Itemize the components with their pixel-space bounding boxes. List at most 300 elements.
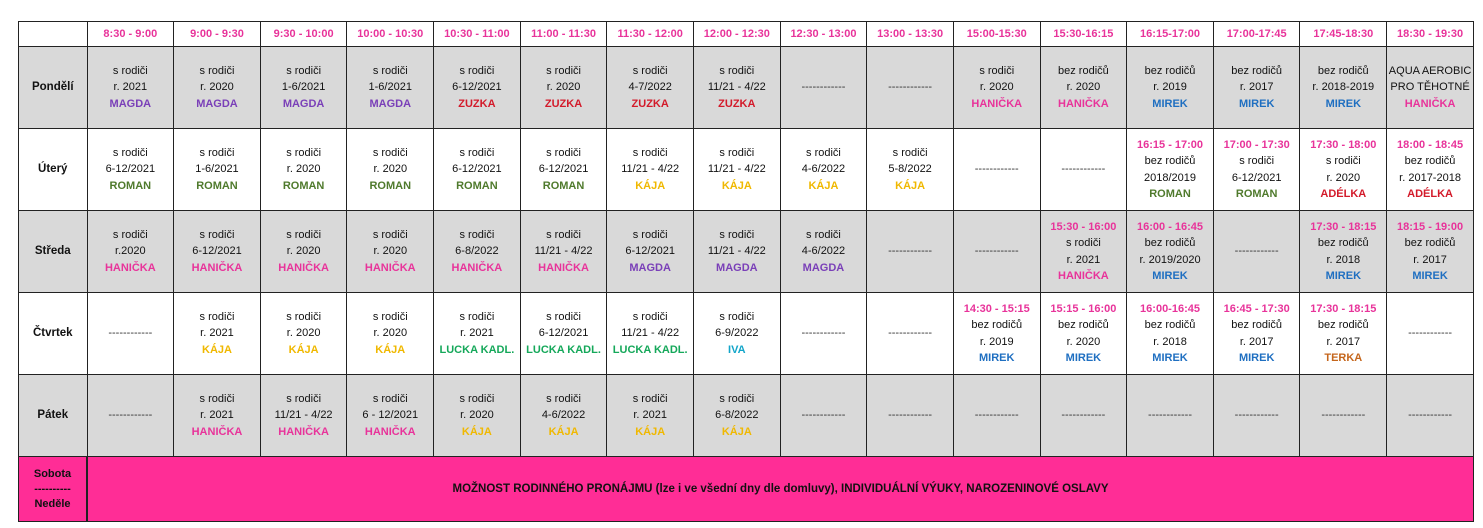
empty-slot-dashes: ------------ bbox=[888, 327, 933, 340]
day-label: Pondělí bbox=[19, 47, 88, 129]
empty-slot-dashes: ------------ bbox=[801, 409, 846, 422]
lesson-age-group: 4-7/2022 bbox=[628, 81, 672, 94]
empty-slot-dashes: ------------ bbox=[888, 245, 933, 258]
instructor-name: KÁJA bbox=[548, 425, 579, 438]
instructor-name: ROMAN bbox=[369, 179, 412, 192]
day-row bbox=[19, 129, 1474, 211]
time-slot-header: 12:30 - 13:00 bbox=[780, 22, 867, 47]
lesson-age-group: 4-6/2022 bbox=[801, 163, 846, 176]
weekend-day-separator: ---------- bbox=[34, 482, 71, 495]
instructor-name: LUCKA KADL. bbox=[439, 343, 515, 356]
lesson-cell bbox=[1040, 129, 1127, 211]
instructor-name: ZUZKA bbox=[718, 97, 756, 110]
lesson-age-group: 5-8/2022 bbox=[888, 163, 932, 176]
lesson-cell bbox=[347, 129, 434, 211]
lesson-cell bbox=[607, 211, 694, 293]
instructor-name: ZUZKA bbox=[458, 97, 496, 110]
instructor-name: ADÉLKA bbox=[1407, 188, 1453, 200]
lesson-cell bbox=[953, 293, 1040, 375]
instructor-name: HANIČKA bbox=[1058, 97, 1109, 110]
time-slot-header: 17:45-18:30 bbox=[1300, 22, 1387, 47]
lesson-age-group: r. 2018 bbox=[1326, 253, 1361, 266]
lesson-age-group: r. 2020 bbox=[286, 327, 321, 340]
lesson-age-group: r.2020 bbox=[115, 245, 146, 258]
lesson-cell bbox=[174, 375, 261, 457]
lesson-cell bbox=[434, 211, 521, 293]
time-slot-header: 13:00 - 13:30 bbox=[867, 22, 954, 47]
lesson-age-group: 6-12/2021 bbox=[538, 327, 589, 340]
lesson-type: s rodiči bbox=[459, 392, 495, 405]
lesson-age-group: 6 - 12/2021 bbox=[362, 409, 419, 422]
lesson-type: bez rodičů bbox=[1144, 155, 1196, 167]
lesson-type: s rodiči bbox=[286, 64, 322, 77]
instructor-name: HANIČKA bbox=[104, 261, 156, 274]
instructor-name: ROMAN bbox=[1149, 188, 1191, 200]
lesson-cell bbox=[347, 375, 434, 457]
instructor-name: HANIČKA bbox=[1058, 270, 1109, 282]
lesson-type: s rodiči bbox=[372, 228, 408, 241]
instructor-name: LUCKA KADL. bbox=[526, 343, 601, 356]
lesson-cell bbox=[1387, 211, 1474, 293]
lesson-type: s rodiči bbox=[719, 310, 755, 323]
lesson-age-group: r. 2017 bbox=[1413, 253, 1447, 266]
lesson-age-group: 6-12/2021 bbox=[625, 245, 675, 258]
lesson-type: s rodiči bbox=[892, 146, 928, 159]
lesson-type: s rodiči bbox=[372, 310, 408, 323]
lesson-cell bbox=[780, 211, 867, 293]
lesson-type: s rodiči bbox=[806, 228, 841, 241]
instructor-name: ZUZKA bbox=[544, 97, 583, 110]
instructor-name: MAGDA bbox=[196, 97, 238, 110]
time-slot-header: 11:30 - 12:00 bbox=[607, 22, 694, 47]
lesson-type: s rodiči bbox=[632, 228, 668, 241]
instructor-name: MIREK bbox=[1238, 352, 1275, 364]
lesson-type: bez rodičů bbox=[1404, 155, 1456, 167]
lesson-age-group: 1-6/2021 bbox=[281, 81, 326, 94]
lesson-type: s rodiči bbox=[719, 64, 755, 77]
lesson-type: s rodiči bbox=[372, 64, 408, 77]
instructor-name: HANIČKA bbox=[364, 425, 416, 438]
instructor-name: MIREK bbox=[1238, 97, 1275, 110]
lesson-type: s rodiči bbox=[632, 64, 668, 77]
lesson-time: 17:30 - 18:15 bbox=[1310, 302, 1377, 315]
lesson-cell bbox=[867, 129, 954, 211]
lesson-age-group: r. 2019 bbox=[979, 335, 1014, 348]
lesson-age-group: r. 2020 bbox=[1066, 81, 1101, 94]
instructor-name: MIREK bbox=[979, 352, 1015, 364]
lesson-age-group: 11/21 - 4/22 bbox=[534, 245, 593, 258]
instructor-name: ZUZKA bbox=[631, 97, 669, 110]
time-slot-header: 15:30-16:15 bbox=[1040, 22, 1127, 47]
lesson-type: s rodiči bbox=[199, 146, 235, 159]
lesson-cell bbox=[1213, 47, 1300, 129]
lesson-cell bbox=[1040, 293, 1127, 375]
lesson-type: s rodiči bbox=[199, 228, 235, 241]
lesson-cell bbox=[87, 211, 174, 293]
empty-slot-dashes: ------------ bbox=[1321, 409, 1366, 422]
time-slot-header: 8:30 - 9:00 bbox=[87, 22, 174, 47]
lesson-cell bbox=[434, 375, 521, 457]
lesson-cell bbox=[520, 129, 607, 211]
lesson-cell bbox=[520, 293, 607, 375]
weekend-day-sunday: Neděle bbox=[34, 497, 71, 510]
lesson-type: bez rodičů bbox=[1404, 237, 1456, 249]
lesson-age-group: 1-6/2021 bbox=[195, 163, 239, 176]
lesson-time: 16:15 - 17:00 bbox=[1137, 138, 1204, 151]
instructor-name: MAGDA bbox=[369, 97, 412, 110]
lesson-time: 15:15 - 16:00 bbox=[1050, 302, 1117, 315]
lesson-cell bbox=[1387, 47, 1474, 129]
lesson-cell bbox=[694, 211, 781, 293]
lesson-type: s rodiči bbox=[719, 146, 755, 159]
lesson-type: bez rodičů bbox=[1144, 237, 1196, 249]
instructor-name: KÁJA bbox=[895, 179, 926, 192]
lesson-cell bbox=[347, 293, 434, 375]
lesson-type: s rodiči bbox=[459, 146, 495, 159]
day-row bbox=[19, 47, 1474, 129]
empty-slot-dashes: ------------ bbox=[108, 327, 153, 340]
lesson-type: bez rodičů bbox=[1317, 237, 1369, 249]
lesson-age-group: 11/21 - 4/22 bbox=[621, 163, 680, 176]
empty-slot-dashes: ------------ bbox=[974, 163, 1019, 176]
lesson-cell bbox=[520, 211, 607, 293]
lesson-cell bbox=[1387, 375, 1474, 457]
lesson-cell bbox=[694, 129, 781, 211]
lesson-cell bbox=[780, 47, 867, 129]
instructor-name: MIREK bbox=[1152, 352, 1188, 364]
lesson-age-group: r. 2021 bbox=[1066, 253, 1101, 266]
instructor-name: KÁJA bbox=[461, 425, 492, 438]
lesson-age-group: r. 2017 bbox=[1326, 335, 1361, 348]
lesson-age-group: 4-6/2022 bbox=[801, 245, 846, 258]
instructor-name: HANIČKA bbox=[191, 261, 243, 274]
lesson-time: 16:00-16:45 bbox=[1140, 302, 1200, 315]
lesson-cell bbox=[867, 293, 954, 375]
day-label: Čtvrtek bbox=[19, 293, 88, 375]
lesson-type: s rodiči bbox=[372, 392, 408, 405]
lesson-cell bbox=[1300, 211, 1387, 293]
empty-slot-dashes: ------------ bbox=[1234, 245, 1279, 258]
instructor-name: MIREK bbox=[1152, 97, 1188, 110]
lesson-age-group: r. 2017 bbox=[1239, 81, 1274, 94]
lesson-type: bez rodičů bbox=[1231, 319, 1283, 331]
instructor-name: IVA bbox=[728, 343, 746, 356]
lesson-cell bbox=[347, 211, 434, 293]
lesson-type: s rodiči bbox=[286, 146, 322, 159]
lesson-time: 16:45 - 17:30 bbox=[1223, 302, 1290, 315]
lesson-cell bbox=[260, 47, 347, 129]
lesson-type: s rodiči bbox=[632, 392, 668, 405]
day-label: Středa bbox=[19, 211, 88, 293]
instructor-name: ROMAN bbox=[196, 179, 238, 192]
time-slot-header: 9:00 - 9:30 bbox=[174, 22, 261, 47]
instructor-name: KÁJA bbox=[288, 343, 319, 356]
lesson-cell bbox=[953, 211, 1040, 293]
lesson-age-group: r. 2020 bbox=[1066, 335, 1101, 348]
lesson-type: s rodiči bbox=[1325, 155, 1361, 167]
lesson-cell bbox=[867, 375, 954, 457]
lesson-cell bbox=[347, 47, 434, 129]
lesson-time: 18:15 - 19:00 bbox=[1397, 220, 1464, 233]
lesson-age-group: 6-12/2021 bbox=[1231, 171, 1282, 184]
lesson-age-group: r. 2020 bbox=[1326, 171, 1361, 184]
lesson-cell bbox=[520, 47, 607, 129]
instructor-name: TERKA bbox=[1324, 352, 1363, 364]
lesson-age-group: r. 2021 bbox=[460, 327, 494, 340]
lesson-age-group: 1-6/2021 bbox=[368, 81, 412, 94]
lesson-type: s rodiči bbox=[459, 64, 495, 77]
day-row bbox=[19, 293, 1474, 375]
lesson-type: s rodiči bbox=[459, 228, 495, 241]
lesson-age-group: PRO TĚHOTNÉ bbox=[1390, 81, 1470, 94]
lesson-cell bbox=[1127, 129, 1214, 211]
lesson-cell bbox=[1213, 375, 1300, 457]
lesson-time: 17:30 - 18:00 bbox=[1310, 138, 1377, 151]
lesson-time: 15:30 - 16:00 bbox=[1050, 220, 1117, 233]
weekend-day-cell bbox=[19, 457, 88, 522]
lesson-cell bbox=[1300, 293, 1387, 375]
weekend-day-saturday: Sobota bbox=[33, 467, 72, 480]
lesson-type: s rodiči bbox=[979, 64, 1015, 77]
lesson-cell bbox=[953, 129, 1040, 211]
lesson-age-group: r. 2020 bbox=[373, 327, 408, 340]
lesson-age-group: 11/21 - 4/22 bbox=[707, 245, 766, 258]
instructor-name: HANIČKA bbox=[278, 425, 329, 438]
lesson-cell bbox=[434, 293, 521, 375]
empty-slot-dashes: ------------ bbox=[1061, 409, 1106, 422]
empty-slot-dashes: ------------ bbox=[108, 409, 153, 422]
instructor-name: HANIČKA bbox=[191, 425, 243, 438]
lesson-type: bez rodičů bbox=[1317, 64, 1369, 77]
lesson-type: bez rodičů bbox=[1144, 319, 1196, 331]
lesson-type: s rodiči bbox=[1065, 237, 1101, 249]
lesson-type: s rodiči bbox=[199, 310, 235, 323]
empty-slot-dashes: ------------ bbox=[1408, 327, 1453, 340]
lesson-cell bbox=[260, 375, 347, 457]
instructor-name: KÁJA bbox=[635, 179, 666, 192]
time-slot-header: 15:00-15:30 bbox=[953, 22, 1040, 47]
lesson-cell bbox=[87, 293, 174, 375]
lesson-type: AQUA AEROBIC bbox=[1388, 64, 1472, 77]
lesson-type: s rodiči bbox=[719, 392, 755, 405]
instructor-name: ADÉLKA bbox=[1320, 188, 1367, 200]
instructor-name: ROMAN bbox=[1235, 188, 1278, 200]
lesson-time: 16:00 - 16:45 bbox=[1137, 220, 1204, 233]
lesson-type: s rodiči bbox=[546, 310, 581, 323]
lesson-age-group: r. 2021 bbox=[200, 327, 234, 340]
time-slot-header: 10:00 - 10:30 bbox=[347, 22, 434, 47]
lesson-type: bez rodičů bbox=[1231, 64, 1283, 77]
lesson-type: bez rodičů bbox=[1058, 64, 1109, 77]
instructor-name: HANIČKA bbox=[278, 261, 329, 274]
empty-slot-dashes: ------------ bbox=[1408, 409, 1453, 422]
lesson-type: s rodiči bbox=[372, 146, 408, 159]
lesson-cell bbox=[694, 293, 781, 375]
lesson-cell bbox=[1040, 375, 1127, 457]
lesson-type: s rodiči bbox=[286, 310, 322, 323]
time-slot-header: 11:00 - 11:30 bbox=[520, 22, 607, 47]
day-label: Úterý bbox=[19, 129, 88, 211]
lesson-age-group: 6-9/2022 bbox=[715, 327, 759, 340]
time-slot-header: 17:00-17:45 bbox=[1213, 22, 1300, 47]
empty-slot-dashes: ------------ bbox=[1234, 409, 1279, 422]
lesson-cell bbox=[1127, 211, 1214, 293]
weekend-info-text: MOŽNOST RODINNÉHO PRONÁJMU (lze i ve všední dny dle domluvy), INDIVIDUÁLNÍ VÝUKY, NAROZENINOVÉ OSLAVY bbox=[87, 457, 1473, 522]
instructor-name: ROMAN bbox=[542, 179, 585, 192]
lesson-cell bbox=[953, 47, 1040, 129]
lesson-age-group: 4-6/2022 bbox=[541, 409, 586, 422]
instructor-name: MAGDA bbox=[802, 261, 845, 274]
instructor-name: MAGDA bbox=[629, 261, 671, 274]
time-slot-header: 10:30 - 11:00 bbox=[434, 22, 521, 47]
lesson-cell bbox=[780, 375, 867, 457]
instructor-name: LUCKA KADL. bbox=[612, 343, 688, 356]
lesson-type: s rodiči bbox=[112, 146, 148, 159]
lesson-cell bbox=[780, 293, 867, 375]
lesson-type: s rodiči bbox=[632, 146, 668, 159]
time-slot-header: 12:00 - 12:30 bbox=[694, 22, 781, 47]
lesson-cell bbox=[607, 293, 694, 375]
lesson-cell bbox=[867, 211, 954, 293]
lesson-type: s rodiči bbox=[286, 392, 322, 405]
lesson-cell bbox=[87, 47, 174, 129]
lesson-time: 17:30 - 18:15 bbox=[1310, 220, 1377, 233]
instructor-name: KÁJA bbox=[721, 425, 752, 438]
day-row bbox=[19, 375, 1474, 457]
lesson-age-group: 6-12/2021 bbox=[452, 163, 502, 176]
lesson-cell bbox=[174, 129, 261, 211]
lesson-age-group: r. 2018 bbox=[1153, 335, 1187, 348]
lesson-type: bez rodičů bbox=[1144, 64, 1196, 77]
instructor-name: KÁJA bbox=[635, 425, 666, 438]
instructor-name: MIREK bbox=[1325, 270, 1362, 282]
lesson-age-group: r. 2018-2019 bbox=[1312, 81, 1375, 94]
empty-slot-dashes: ------------ bbox=[974, 409, 1019, 422]
lesson-age-group: 11/21 - 4/22 bbox=[621, 327, 680, 340]
lesson-cell bbox=[520, 375, 607, 457]
instructor-name: HANIČKA bbox=[971, 97, 1023, 110]
empty-slot-dashes: ------------ bbox=[1061, 163, 1106, 176]
lesson-age-group: r. 2020 bbox=[373, 245, 408, 258]
lesson-type: s rodiči bbox=[1239, 155, 1275, 167]
lesson-cell bbox=[1387, 129, 1474, 211]
instructor-name: HANIČKA bbox=[1404, 97, 1456, 110]
lesson-age-group: r. 2021 bbox=[633, 409, 667, 422]
lesson-type: s rodiči bbox=[806, 146, 841, 159]
lesson-age-group: r. 2017-2018 bbox=[1399, 171, 1461, 184]
lesson-age-group: 6-12/2021 bbox=[538, 163, 589, 176]
lesson-time: 18:00 - 18:45 bbox=[1397, 138, 1464, 151]
empty-slot-dashes: ------------ bbox=[974, 245, 1019, 258]
lesson-cell bbox=[1213, 293, 1300, 375]
instructor-name: KÁJA bbox=[375, 343, 406, 356]
lesson-type: bez rodičů bbox=[1058, 319, 1109, 331]
empty-slot-dashes: ------------ bbox=[801, 81, 846, 94]
lesson-type: s rodiči bbox=[112, 228, 148, 241]
lesson-cell bbox=[1127, 375, 1214, 457]
time-header-row bbox=[19, 22, 1474, 47]
lesson-age-group: 11/21 - 4/22 bbox=[707, 81, 766, 94]
time-slot-header: 18:30 - 19:30 bbox=[1387, 22, 1474, 47]
lesson-age-group: 11/21 - 4/22 bbox=[274, 409, 333, 422]
lesson-cell bbox=[607, 47, 694, 129]
lesson-age-group: r. 2020 bbox=[286, 245, 321, 258]
lesson-time: 14:30 - 15:15 bbox=[963, 302, 1030, 315]
lesson-cell bbox=[260, 211, 347, 293]
schedule-body bbox=[19, 47, 1474, 457]
lesson-cell bbox=[434, 129, 521, 211]
lesson-type: s rodiči bbox=[546, 146, 581, 159]
day-label: Pátek bbox=[19, 375, 88, 457]
lesson-cell bbox=[1040, 211, 1127, 293]
lesson-age-group: r. 2021 bbox=[200, 409, 234, 422]
instructor-name: MIREK bbox=[1065, 352, 1102, 364]
instructor-name: KÁJA bbox=[202, 343, 232, 356]
time-slot-header: 16:15-17:00 bbox=[1127, 22, 1214, 47]
instructor-name: MAGDA bbox=[109, 97, 152, 110]
lesson-cell bbox=[1127, 47, 1214, 129]
time-slot-header: 9:30 - 10:00 bbox=[260, 22, 347, 47]
day-row bbox=[19, 211, 1474, 293]
lesson-type: s rodiči bbox=[546, 64, 581, 77]
empty-slot-dashes: ------------ bbox=[801, 327, 846, 340]
lesson-cell bbox=[174, 293, 261, 375]
lesson-age-group: 6-8/2022 bbox=[715, 409, 759, 422]
lesson-cell bbox=[1213, 129, 1300, 211]
instructor-name: HANIČKA bbox=[451, 261, 503, 274]
lesson-type: s rodiči bbox=[632, 310, 668, 323]
lesson-age-group: r. 2017 bbox=[1239, 335, 1274, 348]
instructor-name: ROMAN bbox=[282, 179, 325, 192]
lesson-type: bez rodičů bbox=[1317, 319, 1369, 331]
lesson-cell bbox=[694, 375, 781, 457]
instructor-name: MIREK bbox=[1152, 270, 1188, 282]
lesson-age-group: r. 2020 bbox=[200, 81, 234, 94]
instructor-name: MAGDA bbox=[282, 97, 325, 110]
lesson-cell bbox=[694, 47, 781, 129]
lesson-cell bbox=[607, 129, 694, 211]
weekend-row bbox=[19, 457, 1474, 522]
instructor-name: ROMAN bbox=[109, 179, 152, 192]
lesson-cell bbox=[260, 293, 347, 375]
lesson-age-group: 6-12/2021 bbox=[105, 163, 156, 176]
instructor-name: HANIČKA bbox=[538, 261, 589, 274]
lesson-age-group: r. 2020 bbox=[373, 163, 408, 176]
corner-cell bbox=[19, 22, 88, 47]
empty-slot-dashes: ------------ bbox=[1148, 409, 1192, 422]
lesson-type: s rodiči bbox=[112, 64, 148, 77]
instructor-name: KÁJA bbox=[721, 179, 752, 192]
instructor-name: MIREK bbox=[1325, 97, 1362, 110]
lesson-age-group: r. 2020 bbox=[979, 81, 1014, 94]
lesson-age-group: r. 2020 bbox=[286, 163, 321, 176]
lesson-cell bbox=[1300, 375, 1387, 457]
lesson-age-group: r. 2019/2020 bbox=[1139, 253, 1201, 266]
lesson-cell bbox=[780, 129, 867, 211]
instructor-name: HANIČKA bbox=[364, 261, 416, 274]
lesson-type: s rodiči bbox=[199, 392, 235, 405]
lesson-cell bbox=[174, 211, 261, 293]
lesson-age-group: r. 2020 bbox=[546, 81, 581, 94]
lesson-age-group: 6-12/2021 bbox=[192, 245, 242, 258]
lesson-type: s rodiči bbox=[546, 228, 581, 241]
lesson-age-group: 2018/2019 bbox=[1144, 171, 1197, 184]
instructor-name: MAGDA bbox=[716, 261, 758, 274]
lesson-age-group: r. 2020 bbox=[460, 409, 494, 422]
lesson-cell bbox=[1300, 129, 1387, 211]
lesson-age-group: 6-8/2022 bbox=[455, 245, 499, 258]
lesson-cell bbox=[260, 129, 347, 211]
